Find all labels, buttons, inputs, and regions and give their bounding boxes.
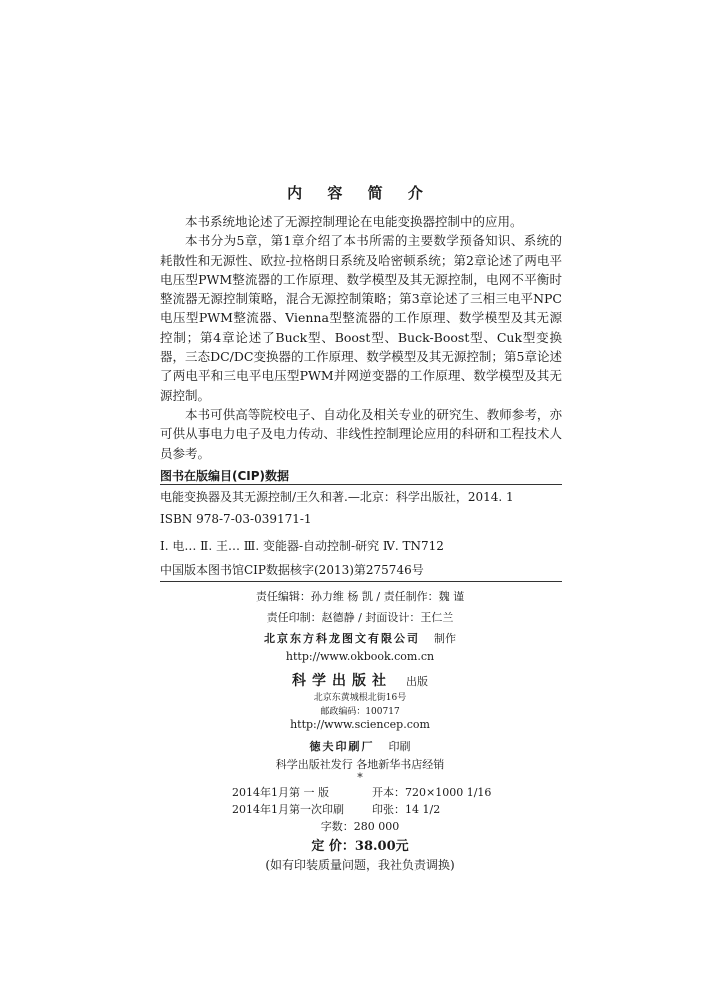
quality-notice: (如有印装质量问题，我社负责调换) xyxy=(265,858,455,872)
word-count: 字数：280 000 xyxy=(320,820,400,833)
cip-bottom-rule xyxy=(160,581,562,582)
edition-left: 2014年1月第 一 版 xyxy=(232,786,329,799)
printer-suffix: 印刷 xyxy=(388,740,411,753)
publisher-suffix: 出版 xyxy=(406,675,428,688)
price: 定 价：38.00元 xyxy=(311,839,409,854)
credits-publisher-line xyxy=(0,670,720,690)
impression-right: 印张：14 1/2 xyxy=(372,803,441,816)
publisher-logo: 科学出版社 xyxy=(292,673,392,689)
summary-paragraph-3: 本书可供高等院校电子、自动化及相关专业的研究生、教师参考，亦可供从事电力电子及电力传动、非线性控制理论应用的科研和工程技术人员参考。 xyxy=(160,406,562,461)
printer-name: 徳夫印刷厂 xyxy=(309,740,375,753)
cip-catalog-line: 电能变换器及其无源控制/王久和著.—北京：科学出版社，2014. 1 xyxy=(160,490,514,504)
producer-url: http://www.okbook.com.cn xyxy=(285,650,435,663)
credits-printing-design: 责任印制：赵德静 / 封面设计：王仁兰 xyxy=(266,611,454,624)
credits-producer-line xyxy=(0,630,720,646)
credits-editors: 责任编辑：孙力维 杨 凯 / 责任制作：魏 谨 xyxy=(255,590,465,603)
publisher-url: http://www.sciencep.com xyxy=(290,718,430,731)
producer-suffix: 制作 xyxy=(434,632,456,645)
credits-printer-line xyxy=(0,738,720,754)
producer-name: 北京东方科龙图文有限公司 xyxy=(264,632,420,645)
cip-title: 图书在版编目(CIP)数据 xyxy=(160,469,290,483)
cip-record-number: 中国版本图书馆CIP数据核字(2013)第275746号 xyxy=(160,563,424,577)
cip-top-rule xyxy=(160,484,562,485)
summary-paragraph-1: 本书系统地论述了无源控制理论在电能变换器控制中的应用。 xyxy=(185,214,523,229)
distribution-line: 科学出版社发行 各地新华书店经销 xyxy=(275,758,445,771)
separator-star: * xyxy=(357,771,363,784)
impression-left: 2014年1月第一次印刷 xyxy=(232,803,344,816)
publisher-address: 北京东黄城根北街16号 xyxy=(313,693,407,703)
cip-isbn: ISBN 978-7-03-039171-1 xyxy=(160,512,312,526)
edition-right: 开本：720×1000 1/16 xyxy=(372,786,492,799)
summary-paragraph-2: 本书分为5章，第1章介绍了本书所需的主要数学预备知识、系统的耗散性和无源性、欧拉-拉格朗日系统及哈密顿系统；第2章论述了两电平电压型PWM整流器的工作原理、数学模型及其无源控制，电网不平衡时整流器无源控制策略，混合无源控制策略；第3章论述了三相三电平NPC电压型PWM整流器、Vienna型整流器的工作原理、数学模型及其无源控制；第4章论述了Buck型、Boost型、Buck-Boost型、Cuk型变换器，三态DC/DC变换器的工作原理、数学模型及其无源控制；第5章论述了两电平和三电平电压型PWM并网逆变器的工作原理、数学模型及其无源控制。 xyxy=(160,233,562,403)
publisher-postcode: 邮政编码：100717 xyxy=(320,707,400,717)
summary-heading: 内 容 简 介 xyxy=(287,184,433,202)
summary-text xyxy=(160,212,562,463)
cip-classification: Ⅰ. 电… Ⅱ. 王… Ⅲ. 变能器-自动控制-研究 Ⅳ. TN712 xyxy=(160,539,444,553)
